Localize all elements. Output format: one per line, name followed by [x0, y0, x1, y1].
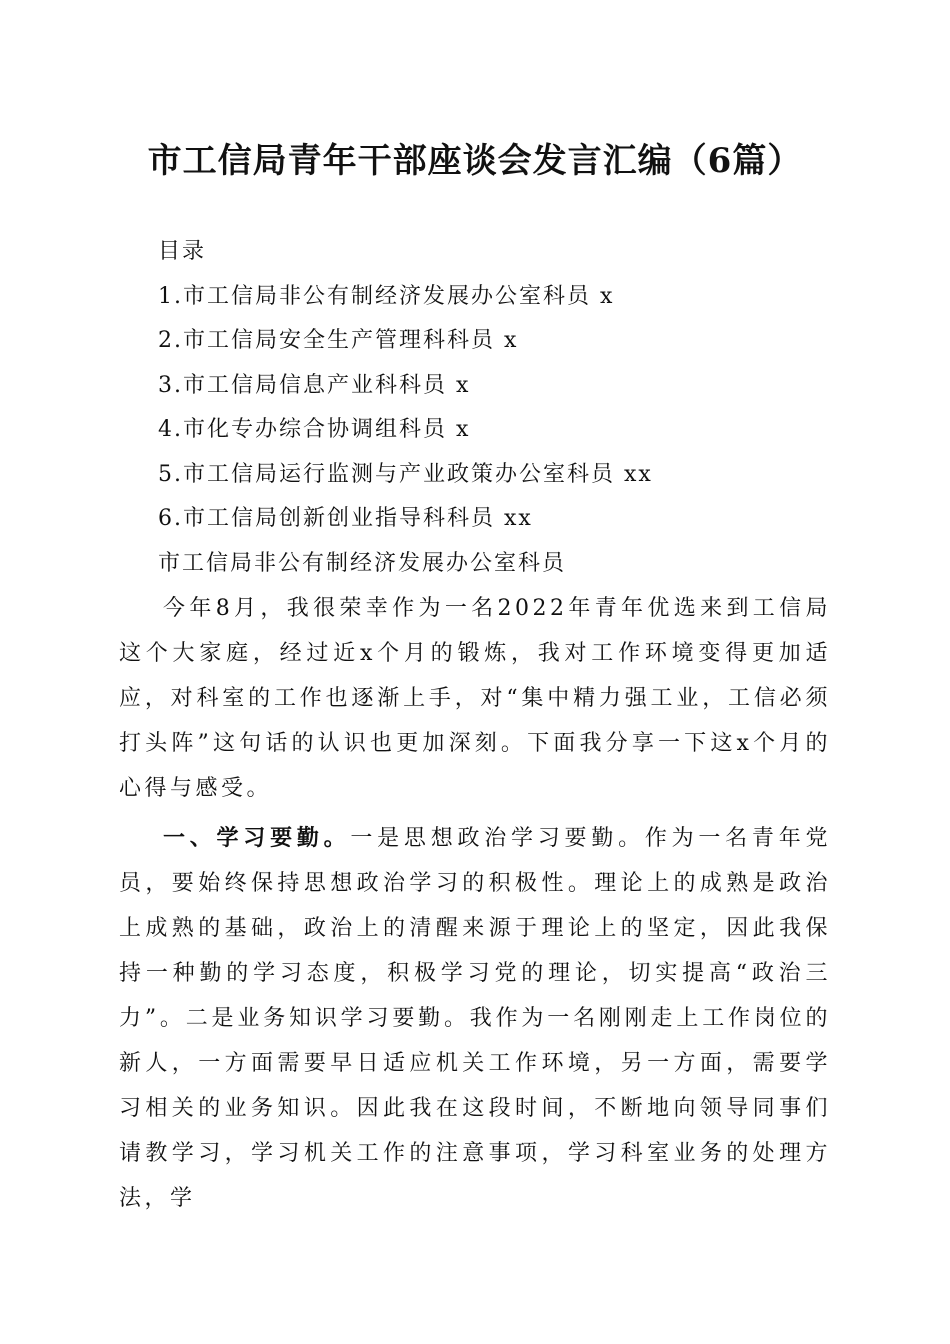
toc-heading: 目录	[158, 239, 207, 264]
toc-item: 4.市化专办综合协调组科员 x	[158, 417, 471, 442]
document-title: 市工信局青年干部座谈会发言汇编（6篇）	[147, 141, 803, 181]
paragraph-heading: 一、学习要勤。	[163, 825, 351, 851]
toc-item: 2.市工信局安全生产管理科科员 x	[158, 328, 519, 353]
toc-item: 3.市工信局信息产业科科员 x	[158, 372, 471, 398]
paragraph	[119, 816, 831, 1221]
body-text	[119, 586, 831, 1226]
toc-item: 5.市工信局运行监测与产业政策办公室科员 xx	[158, 461, 653, 487]
table-of-contents	[158, 230, 838, 586]
toc-item: 6.市工信局创新创业指导科科员 xx	[158, 506, 533, 531]
paragraph-body: 一是思想政治学习要勤。作为一名青年党员，要始终保持思想政治学习的积极性。理论上的成熟是政治上成熟的基础，政治上的清醒来源于理论上的坚定，因此我保持一种勤的学习态度，积极学习党的理论，切实提高“政治三力”。二是业务知识学习要勤。我作为一名刚刚走上工作岗位的新人，一方面需要早日适应机关工作环境，另一方面，需要学习相关的业务知识。因此我在这段时间，不断地向领导同事们请教学习，学习机关工作的注意事项，学习科室业务的处理方法，学	[119, 826, 831, 1211]
toc-item: 1.市工信局非公有制经济发展办公室科员 x	[158, 283, 615, 309]
paragraph: 今年8月，我很荣幸作为一名2022年青年优选来到工信局这个大家庭，经过近x个月的锻炼，我对工作环境变得更加适应，对科室的工作也逐渐上手，对“集中精力强工业，工信必须打头阵”这句话的认识也更加深刻。下面我分享一下这x个月的心得与感受。	[119, 596, 831, 801]
section-author: 市工信局非公有制经济发展办公室科员	[158, 550, 567, 576]
